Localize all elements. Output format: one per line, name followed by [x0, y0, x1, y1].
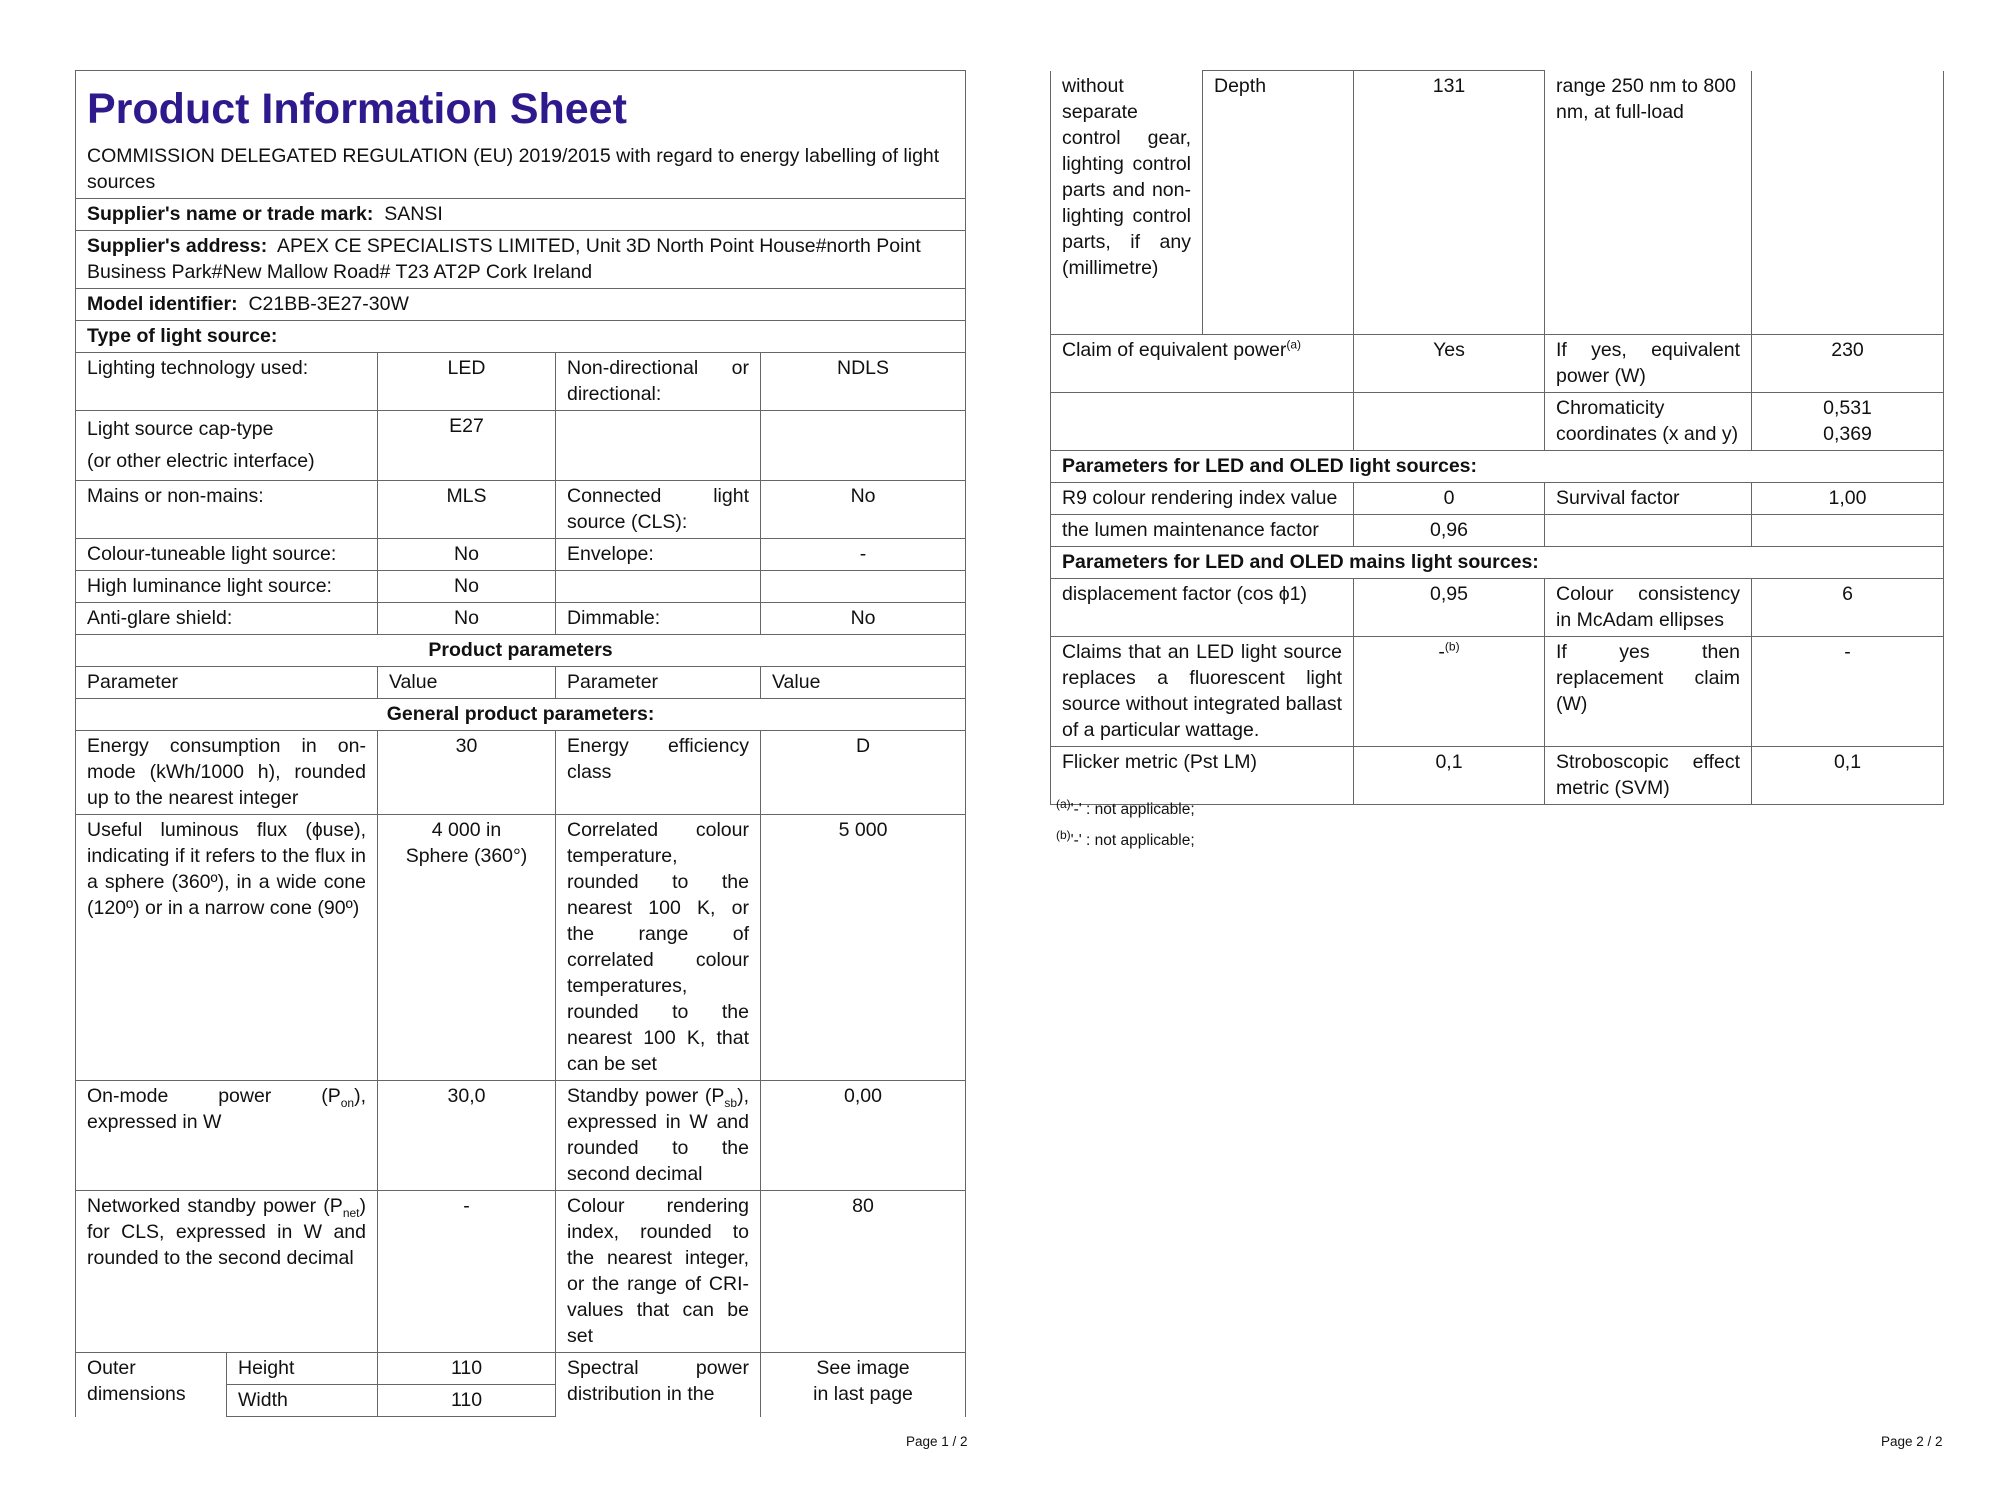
supplier-row — [76, 199, 966, 231]
address-value: APEX CE SPECIALISTS LIMITED, Unit 3D North Point House#north Point Business Park#New Mallow Road# T23 AT2P Cork Ireland — [87, 235, 921, 283]
col-header-param: Parameter — [556, 667, 761, 699]
pnet-label-text: Networked standby power (P — [87, 1195, 343, 1217]
claims-sup: (b) — [1444, 639, 1460, 653]
cri-label: Colour rendering index, rounded to the nearest integer, or the range of CRI-values that can be set — [556, 1191, 761, 1353]
footnote-b-text: '-' : not applicable; — [1070, 832, 1195, 849]
dim-value: No — [761, 603, 966, 635]
page-title: Product Information Sheet — [87, 85, 627, 133]
psb-sub: sb — [724, 1095, 738, 1110]
col-header-value: Value — [761, 667, 966, 699]
pon-value: 30,0 — [378, 1081, 556, 1191]
cct-label: Correlated colour temperature, rounded to the nearest 100 K, or the range of correlated colour temperatures, rounded to the nearest 100 K, that can be set — [556, 815, 761, 1081]
cap-label-line2: (or other electric interface) — [87, 450, 315, 472]
env-label: Envelope: — [556, 539, 761, 571]
psb-value: 0,00 — [761, 1081, 966, 1191]
hilum-value: No — [378, 571, 556, 603]
cct-value: 5 000 — [761, 815, 966, 1081]
height-label: Height — [227, 1353, 378, 1385]
pnet-value: - — [378, 1191, 556, 1353]
claims-value-text: - — [1438, 640, 1445, 663]
nondir-value: NDLS — [761, 353, 966, 411]
psb-label-text2: ), expressed in W and rounded to the second decimal — [567, 1085, 749, 1185]
page2-table — [1050, 70, 1944, 805]
repl-label: If yes then replacement claim (W) — [1545, 636, 1752, 746]
footnote-a-text: '-' : not applicable; — [1070, 801, 1195, 818]
regulation-text: COMMISSION DELEGATED REGULATION (EU) 2019/2015 with regard to energy labelling of light sources — [87, 145, 940, 193]
dim-label: Dimmable: — [556, 603, 761, 635]
disp-value: 0,95 — [1354, 578, 1545, 636]
pnet-label-text2: ) for CLS, expressed in W and rounded to the second decimal — [87, 1195, 366, 1269]
cls-value: No — [761, 481, 966, 539]
flux-value — [378, 815, 556, 1081]
env-value: - — [761, 539, 966, 571]
empty-cell — [556, 571, 761, 603]
footnote-b — [1056, 827, 1195, 851]
repl-value: - — [1752, 636, 1944, 746]
empty-cell — [1354, 392, 1545, 450]
model-value: C21BB-3E27-30W — [248, 293, 409, 315]
survival-value: 1,00 — [1752, 482, 1944, 514]
cls-label: Connected light source (CLS): — [556, 481, 761, 539]
empty-cell — [1752, 514, 1944, 546]
spd-value-line2: in last page — [813, 1383, 913, 1405]
mains-heading: Parameters for LED and OLED mains light sources: — [1051, 546, 1944, 578]
hilum-label: High luminance light source: — [76, 571, 378, 603]
claim-value: Yes — [1354, 334, 1545, 392]
glare-label: Anti-glare shield: — [76, 603, 378, 635]
claim-sup: (a) — [1286, 337, 1302, 351]
depth-label: Depth — [1203, 71, 1354, 335]
footnote-b-mark: (b) — [1056, 827, 1071, 842]
pnet-label — [76, 1191, 378, 1353]
lumen-value: 0,96 — [1354, 514, 1545, 546]
lumen-label: the lumen maintenance factor — [1051, 514, 1354, 546]
spd-cont: range 250 nm to 800 nm, at full-load — [1545, 71, 1752, 335]
cri-value: 80 — [761, 1191, 966, 1353]
claim-label — [1051, 334, 1354, 392]
header-cell — [76, 71, 966, 199]
spd-label: Spectral power distribution in the — [556, 1353, 761, 1417]
page1-table — [75, 70, 966, 1417]
footnote-a — [1056, 796, 1195, 820]
strobo-value: 0,1 — [1752, 746, 1944, 804]
consist-label: Colour consistency in McAdam ellipses — [1545, 578, 1752, 636]
col-header-value: Value — [378, 667, 556, 699]
psb-label — [556, 1081, 761, 1191]
type-heading: Type of light source: — [76, 321, 966, 353]
pnet-sub: net — [342, 1205, 360, 1220]
depth-value: 131 — [1354, 71, 1545, 335]
flicker-label: Flicker metric (Pst LM) — [1051, 746, 1354, 804]
cap-label-line1: Light source cap-type — [87, 418, 274, 440]
energy-label: Energy consumption in on-mode (kWh/1000 h), rounded up to the nearest integer — [76, 731, 378, 815]
equiv-label: If yes, equivalent power (W) — [1545, 334, 1752, 392]
pon-label-text2: ), expressed in W — [87, 1085, 366, 1133]
address-label: Supplier's address: — [87, 235, 268, 257]
chroma-value — [1752, 392, 1944, 450]
led-heading: Parameters for LED and OLED light sources: — [1051, 450, 1944, 482]
eclass-label: Energy efficiency class — [556, 731, 761, 815]
tune-label: Colour-tuneable light source: — [76, 539, 378, 571]
pon-label-text: On-mode power (P — [87, 1085, 341, 1107]
cap-label — [76, 411, 378, 481]
strobo-label: Stroboscopic effect metric (SVM) — [1545, 746, 1752, 804]
address-row — [76, 231, 966, 289]
page-number-2: Page 2 / 2 — [1881, 1434, 1943, 1449]
mains-value: MLS — [378, 481, 556, 539]
empty-cell — [556, 411, 761, 481]
outer-label: Outer dimensions — [76, 1353, 227, 1417]
cap-value: E27 — [378, 411, 556, 481]
flux-label: Useful luminous flux (ɸuse), indicating if it refers to the flux in a sphere (360º), in a wide cone (120º) or in a narrow cone (90º) — [76, 815, 378, 1081]
flux-value-line2: Sphere (360°) — [405, 845, 528, 867]
chroma-x: 0,531 — [1823, 396, 1872, 419]
chroma-label: Chromaticity coordinates (x and y) — [1545, 392, 1752, 450]
page-number-1: Page 1 / 2 — [906, 1434, 968, 1449]
claims-value — [1354, 636, 1545, 746]
supplier-label: Supplier's name or trade mark: — [87, 203, 374, 225]
model-row — [76, 289, 966, 321]
footnote-a-mark: (a) — [1056, 796, 1071, 811]
equiv-value: 230 — [1752, 334, 1944, 392]
spd-value — [761, 1353, 966, 1417]
consist-value: 6 — [1752, 578, 1944, 636]
pon-label — [76, 1081, 378, 1191]
psb-label-text: Standby power (P — [567, 1085, 725, 1107]
energy-value: 30 — [378, 731, 556, 815]
flicker-value: 0,1 — [1354, 746, 1545, 804]
col-header-param: Parameter — [76, 667, 378, 699]
width-value: 110 — [378, 1385, 556, 1417]
nondir-label: Non-directional or directional: — [556, 353, 761, 411]
claim-label-text: Claim of equivalent power — [1062, 338, 1287, 361]
empty-cell — [761, 571, 966, 603]
tune-value: No — [378, 539, 556, 571]
model-label: Model identifier: — [87, 293, 238, 315]
mains-label: Mains or non-mains: — [76, 481, 378, 539]
width-label: Width — [227, 1385, 378, 1417]
pon-sub: on — [340, 1095, 355, 1110]
outer-dimensions-cont: without separate control gear, lighting control parts and non-lighting control parts, if any (millimetre) — [1051, 71, 1203, 335]
disp-label: displacement factor (cos ϕ1) — [1051, 578, 1354, 636]
product-params-heading: Product parameters — [76, 635, 966, 667]
survival-label: Survival factor — [1545, 482, 1752, 514]
eclass-value: D — [761, 731, 966, 815]
general-heading: General product parameters: — [76, 699, 966, 731]
supplier-value: SANSI — [384, 203, 443, 225]
empty-cell — [761, 411, 966, 481]
empty-cell — [1051, 392, 1354, 450]
spd-value-line1: See image — [816, 1357, 910, 1379]
tech-label: Lighting technology used: — [76, 353, 378, 411]
height-value: 110 — [378, 1353, 556, 1385]
r9-value: 0 — [1354, 482, 1545, 514]
claims-label: Claims that an LED light source replaces a fluorescent light source without integrated ballast of a particular wattage. — [1051, 636, 1354, 746]
flux-value-line1: 4 000 in — [431, 819, 502, 841]
glare-value: No — [378, 603, 556, 635]
tech-value: LED — [378, 353, 556, 411]
r9-label: R9 colour rendering index value — [1051, 482, 1354, 514]
spd-value-cont — [1752, 71, 1944, 335]
chroma-y: 0,369 — [1823, 422, 1872, 445]
empty-cell — [1545, 514, 1752, 546]
